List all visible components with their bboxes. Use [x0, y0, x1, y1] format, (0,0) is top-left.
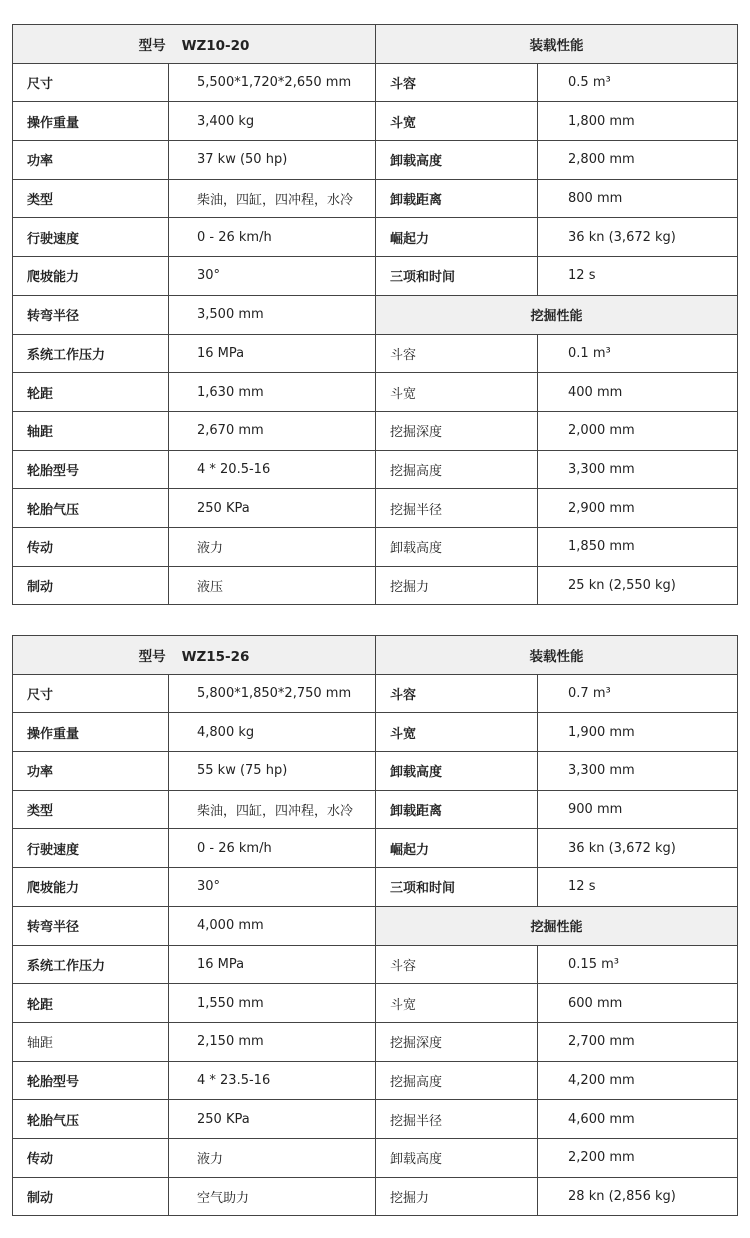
table-row [13, 674, 738, 713]
spec-table-wz15-26 [12, 635, 738, 1216]
param-label: 操作重量 [13, 713, 169, 752]
param-label: 尺寸 [13, 63, 169, 102]
param-label: 传动 [13, 1138, 169, 1177]
digging-value: 2,900 mm [538, 489, 738, 528]
param-value: 3,400 kg [169, 102, 376, 141]
param-label: 轮胎型号 [13, 450, 169, 489]
param-value: 30° [169, 257, 376, 296]
digging-value: 1,850 mm [538, 527, 738, 566]
loading-value: 800 mm [538, 179, 738, 218]
table-row [13, 829, 738, 868]
param-label: 传动 [13, 527, 169, 566]
loading-value: 900 mm [538, 790, 738, 829]
digging-label: 卸载高度 [376, 527, 538, 566]
model-name: WZ15-26 [181, 648, 250, 665]
digging-section-title: 挖掘性能 [376, 906, 738, 945]
param-label: 尺寸 [13, 674, 169, 713]
digging-value: 2,000 mm [538, 411, 738, 450]
table-row [13, 790, 738, 829]
table-row [13, 179, 738, 218]
param-label: 轮距 [13, 984, 169, 1023]
table-row [13, 334, 738, 373]
loading-section-title: 装载性能 [376, 25, 738, 64]
digging-value: 600 mm [538, 984, 738, 1023]
digging-label: 卸载高度 [376, 1138, 538, 1177]
param-value: 37 kw (50 hp) [169, 141, 376, 180]
param-value: 1,630 mm [169, 373, 376, 412]
param-label: 制动 [13, 566, 169, 605]
param-value: 空气助力 [169, 1177, 376, 1216]
loading-label: 卸载距离 [376, 790, 538, 829]
param-label: 系统工作压力 [13, 945, 169, 984]
loading-value: 1,900 mm [538, 713, 738, 752]
digging-label: 斗容 [376, 945, 538, 984]
param-value: 4,800 kg [169, 713, 376, 752]
param-label: 功率 [13, 752, 169, 791]
param-value: 4,000 mm [169, 906, 376, 945]
table-row [13, 945, 738, 984]
table-header-row [13, 25, 738, 64]
loading-value: 0.7 m³ [538, 674, 738, 713]
table-row [13, 373, 738, 412]
loading-label: 斗容 [376, 674, 538, 713]
param-value: 2,670 mm [169, 411, 376, 450]
digging-section-title: 挖掘性能 [376, 295, 738, 334]
loading-value: 1,800 mm [538, 102, 738, 141]
digging-value: 25 kn (2,550 kg) [538, 566, 738, 605]
digging-label: 挖掘力 [376, 566, 538, 605]
table-row [13, 1022, 738, 1061]
digging-label: 挖掘高度 [376, 1061, 538, 1100]
param-label: 行驶速度 [13, 218, 169, 257]
digging-label: 斗宽 [376, 373, 538, 412]
table-header-row [13, 636, 738, 675]
param-value: 5,800*1,850*2,750 mm [169, 674, 376, 713]
digging-value: 28 kn (2,856 kg) [538, 1177, 738, 1216]
table-row [13, 566, 738, 605]
loading-value: 0.5 m³ [538, 63, 738, 102]
model-label: 型号 [138, 648, 166, 665]
param-label: 轴距 [13, 411, 169, 450]
model-header [13, 636, 376, 675]
param-label: 操作重量 [13, 102, 169, 141]
table-row [13, 906, 738, 945]
param-label: 功率 [13, 141, 169, 180]
param-value: 16 MPa [169, 334, 376, 373]
param-label: 爬坡能力 [13, 257, 169, 296]
loading-label: 卸载高度 [376, 141, 538, 180]
spec-table-wz10-20 [12, 24, 738, 605]
digging-value: 2,700 mm [538, 1022, 738, 1061]
loading-label: 三项和时间 [376, 257, 538, 296]
table-row [13, 752, 738, 791]
model-header [13, 25, 376, 64]
param-value: 3,500 mm [169, 295, 376, 334]
table-row [13, 295, 738, 334]
param-value: 5,500*1,720*2,650 mm [169, 63, 376, 102]
table-row [13, 63, 738, 102]
loading-label: 卸载高度 [376, 752, 538, 791]
digging-value: 3,300 mm [538, 450, 738, 489]
table-row [13, 527, 738, 566]
digging-value: 400 mm [538, 373, 738, 412]
model-label: 型号 [138, 37, 166, 54]
loading-value: 36 kn (3,672 kg) [538, 218, 738, 257]
param-value: 30° [169, 868, 376, 907]
param-label: 行驶速度 [13, 829, 169, 868]
table-row [13, 1177, 738, 1216]
param-label: 转弯半径 [13, 906, 169, 945]
digging-value: 0.15 m³ [538, 945, 738, 984]
table-row [13, 984, 738, 1023]
digging-label: 挖掘半径 [376, 1100, 538, 1139]
loading-label: 斗容 [376, 63, 538, 102]
table-row [13, 257, 738, 296]
loading-label: 崛起力 [376, 218, 538, 257]
loading-label: 斗宽 [376, 713, 538, 752]
table-row [13, 1061, 738, 1100]
table-row [13, 450, 738, 489]
loading-value: 12 s [538, 868, 738, 907]
digging-label: 斗宽 [376, 984, 538, 1023]
param-value: 250 KPa [169, 489, 376, 528]
param-label: 轴距 [13, 1022, 169, 1061]
digging-value: 2,200 mm [538, 1138, 738, 1177]
digging-label: 挖掘力 [376, 1177, 538, 1216]
param-label: 类型 [13, 790, 169, 829]
param-value: 55 kw (75 hp) [169, 752, 376, 791]
loading-label: 三项和时间 [376, 868, 538, 907]
param-value: 4 * 23.5-16 [169, 1061, 376, 1100]
digging-label: 斗容 [376, 334, 538, 373]
param-label: 类型 [13, 179, 169, 218]
digging-value: 4,600 mm [538, 1100, 738, 1139]
param-label: 轮胎型号 [13, 1061, 169, 1100]
digging-label: 挖掘半径 [376, 489, 538, 528]
param-label: 制动 [13, 1177, 169, 1216]
digging-value: 4,200 mm [538, 1061, 738, 1100]
digging-label: 挖掘深度 [376, 411, 538, 450]
loading-value: 12 s [538, 257, 738, 296]
param-value: 16 MPa [169, 945, 376, 984]
loading-section-title: 装载性能 [376, 636, 738, 675]
digging-label: 挖掘高度 [376, 450, 538, 489]
param-label: 转弯半径 [13, 295, 169, 334]
param-value: 液力 [169, 1138, 376, 1177]
model-name: WZ10-20 [181, 37, 250, 54]
param-label: 轮胎气压 [13, 489, 169, 528]
loading-value: 2,800 mm [538, 141, 738, 180]
table-row [13, 411, 738, 450]
table-row [13, 713, 738, 752]
param-value: 1,550 mm [169, 984, 376, 1023]
loading-label: 崛起力 [376, 829, 538, 868]
param-value: 液压 [169, 566, 376, 605]
table-row [13, 1100, 738, 1139]
param-value: 0 - 26 km/h [169, 829, 376, 868]
param-value: 250 KPa [169, 1100, 376, 1139]
digging-value: 0.1 m³ [538, 334, 738, 373]
table-row [13, 489, 738, 528]
loading-value: 3,300 mm [538, 752, 738, 791]
table-row [13, 1138, 738, 1177]
param-value: 0 - 26 km/h [169, 218, 376, 257]
loading-value: 36 kn (3,672 kg) [538, 829, 738, 868]
loading-label: 卸载距离 [376, 179, 538, 218]
param-value: 柴油，四缸，四冲程，水冷 [169, 790, 376, 829]
param-value: 柴油，四缸，四冲程，水冷 [169, 179, 376, 218]
param-label: 轮胎气压 [13, 1100, 169, 1139]
param-value: 2,150 mm [169, 1022, 376, 1061]
param-label: 系统工作压力 [13, 334, 169, 373]
loading-label: 斗宽 [376, 102, 538, 141]
table-row [13, 868, 738, 907]
table-row [13, 141, 738, 180]
table-row [13, 102, 738, 141]
param-label: 轮距 [13, 373, 169, 412]
digging-label: 挖掘深度 [376, 1022, 538, 1061]
table-row [13, 218, 738, 257]
param-value: 液力 [169, 527, 376, 566]
param-label: 爬坡能力 [13, 868, 169, 907]
param-value: 4 * 20.5-16 [169, 450, 376, 489]
